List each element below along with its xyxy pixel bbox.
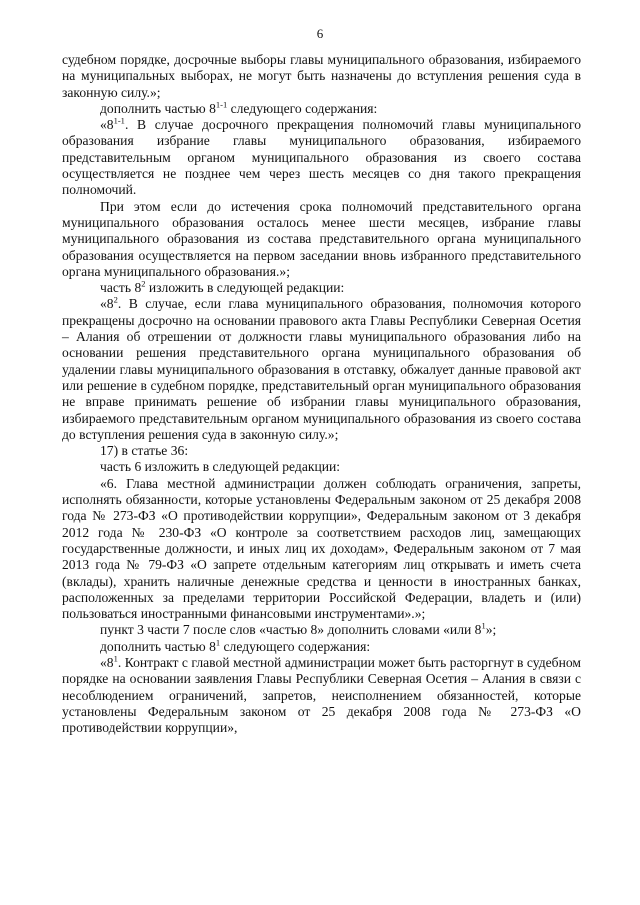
paragraph-11: дополнить частью $8^1$ следующего содержания: — [100, 637, 371, 654]
paragraph-12: «$8^1$. Контракт с главой местной администрации может быть расторгнут в судебном порядке на основании заявления Главы Республики Северная Осетия – Алания в связи с несоблюдением ограничений, запретов, неисполнением обязанностей, которые установлены Федеральным законом от 25 декабря 2008 года № 273-ФЗ «О противодействии коррупции», — [62, 653, 581, 736]
paragraph-6: «$8^2$. В случае, если глава муниципального образования, полномочия которого прекращены досрочно на основании правового акта Главы Республики Северная Осетия – Алания об отрешении от должности главы муниципального образования либо на основании решения представительного органа муниципального образования об удалении главы муниципального образования в отставку, обжалует данные правовой акт или решение в судебном порядке, представительный орган муниципального образования не вправе принимать решение об избрании главы муниципального образования, избираемого представительным органом муниципального образования из своего состава до вступления решения суда в законную силу.»; — [62, 294, 581, 442]
paragraph-5: часть $8^2$ изложить в следующей редакции: — [100, 278, 345, 296]
paragraph-1: судебном порядке, досрочные выборы главы муниципального образования, избираемого на муниципальных выборах, не могут быть назначены до вступления решения суда в законную силу.»; — [62, 52, 581, 100]
page-number: 6 — [316, 26, 324, 41]
paragraph-3: «8$^{1-1}$. В случае досрочного прекращения полномочий главы муниципального образования избрание главы муниципального образования, избираемого представительным органом муниципального образования из своего состава осуществляется не позднее чем через шесть месяцев со дня такого прекращения полномочий. — [62, 115, 581, 198]
document-body — [62, 52, 581, 736]
paragraph-8: часть 6 изложить в следующей редакции: — [100, 459, 341, 475]
paragraph-10: пункт 3 части 7 после слов «частью 8» дополнить словами «или $8^1$»; — [100, 620, 497, 638]
paragraph-2: дополнить частью 8$^{1-1}$ следующего содержания: — [100, 99, 378, 116]
paragraph-9: «6. Глава местной администрации должен соблюдать ограничения, запреты, исполнять обязанности, которые установлены Федеральным законом от 25 декабря 2008 года № 273-ФЗ «О противодействии коррупции», Федеральным законом от 3 декабря 2012 года № 230-ФЗ «О контроле за соответствием расходов лиц, замещающих государственные должности, и иных лиц их доходам», Федеральным законом от 7 мая 2013 года № 79-ФЗ «О запрете отдельным категориям лиц открывать и иметь счета (вклады), хранить наличные денежные средства и ценности в иностранных банках, расположенных за пределами территории Российской Федерации, владеть и (или) пользоваться иностранными финансовыми инструментами».»; — [62, 475, 581, 622]
paragraph-4: При этом если до истечения срока полномочий представительного органа муниципального образования осталось менее шести месяцев, избрание главы муниципального образования из состава представительного органа муниципального образования осуществляется на первом заседании вновь избранного представительного органа муниципального образования.»; — [62, 198, 581, 279]
paragraph-7: 17) в статье 36: — [100, 443, 189, 459]
